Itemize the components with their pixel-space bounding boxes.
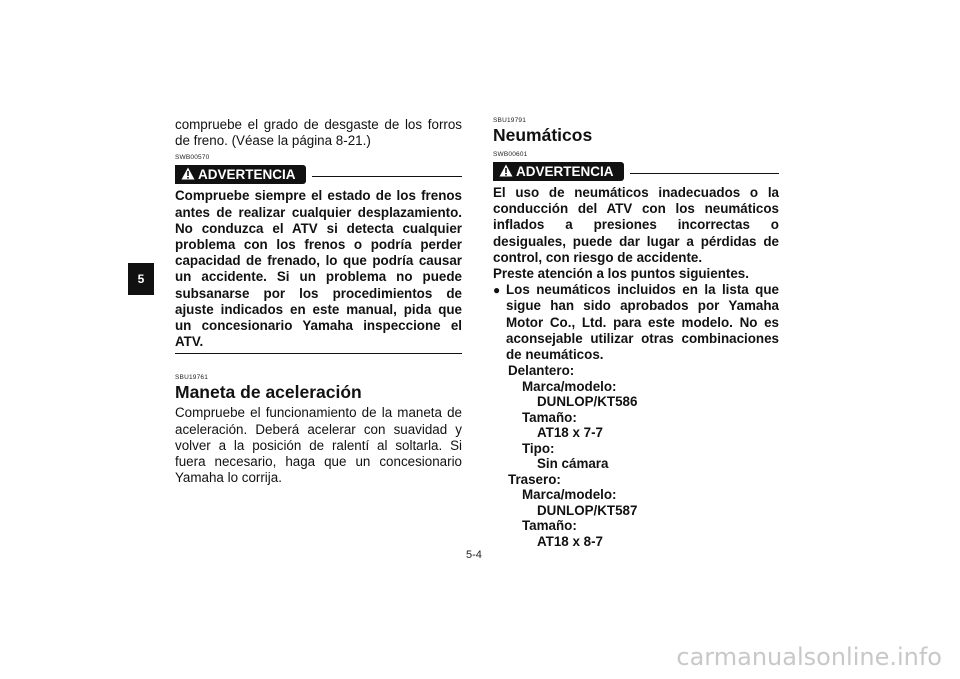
front-type-value: Sin cámara (537, 456, 609, 472)
bullet-item (493, 282, 779, 363)
intro-text: compruebe el grado de desgaste de los forros de freno. (Véase la página 8-21.) (175, 117, 462, 149)
warning-code: SWB00570 (175, 154, 210, 162)
warning-header (493, 162, 779, 181)
warning-triangle-icon (499, 164, 513, 180)
warning-header (175, 165, 462, 184)
rear-size-value: AT18 x 8-7 (537, 533, 603, 549)
warning-divider (630, 173, 779, 174)
bullet-text: Los neumáticos incluidos en la lista que sigue han sido aprobados por Yamaha Motor Co., Ltd. para este modelo. No es aconsejable utilizar otras combinaciones de neumáticos. (506, 282, 779, 363)
front-brand-value: DUNLOP/KT586 (537, 394, 638, 410)
section-code: SBU19791 (493, 117, 527, 124)
warning-divider (312, 176, 462, 177)
warning-badge (175, 165, 306, 184)
warning-end-rule (175, 353, 462, 354)
bullet-dot-icon: ● (493, 283, 501, 298)
chapter-tab: 5 (128, 263, 154, 295)
warning-label: ADVERTENCIA (198, 167, 296, 183)
rear-brand-value: DUNLOP/KT587 (537, 502, 638, 518)
warning-triangle-icon (181, 167, 195, 183)
section-title: Neumáticos (493, 125, 593, 145)
warning-badge (493, 162, 624, 181)
attention-text: Preste atención a los puntos siguientes. (493, 266, 749, 282)
section-code: SBU19761 (175, 374, 209, 382)
rear-brand-label: Marca/modelo: (522, 487, 617, 503)
warning-text: El uso de neumáticos inadecuados o la conducción del ATV con los neumáticos inflados a presiones incorrectas o desiguales, puede dar lugar a pérdidas de control, con riesgo de accidente. (493, 185, 779, 265)
warning-text: Compruebe siempre el estado de los frenos antes de realizar cualquier desplazamiento. No conduzca el ATV si detecta cualquier problema con los frenos o podría perder capacidad de frenado, lo que podría causar un accidente. Si un problema no puede subsanarse por los procedimientos de ajuste indicados en este manual, pida que un concesionario Yamaha inspeccione el ATV. (175, 188, 462, 350)
warning-label: ADVERTENCIA (516, 164, 614, 179)
section-text: Compruebe el funcionamiento de la maneta de aceleración. Deberá acelerar con suavidad y volver a la posición de ralentí al soltarla. Si fuera necesario, haga que un concesionario Yamaha lo corrija. (175, 405, 462, 486)
front-type-label: Tipo: (522, 440, 555, 456)
right-column (493, 117, 779, 549)
front-size-label: Tamaño: (522, 409, 577, 425)
left-column (175, 117, 462, 486)
watermark: carmanualsonline.info (676, 643, 942, 671)
warning-code: SWB00601 (493, 151, 528, 158)
front-size-value: AT18 x 7-7 (537, 425, 603, 441)
front-brand-label: Marca/modelo: (522, 378, 617, 394)
rear-size-label: Tamaño: (522, 518, 577, 534)
page-number: 5-4 (466, 549, 482, 561)
rear-label: Trasero: (508, 471, 561, 487)
section-title: Maneta de aceleración (175, 382, 362, 403)
front-label: Delantero: (508, 363, 575, 379)
